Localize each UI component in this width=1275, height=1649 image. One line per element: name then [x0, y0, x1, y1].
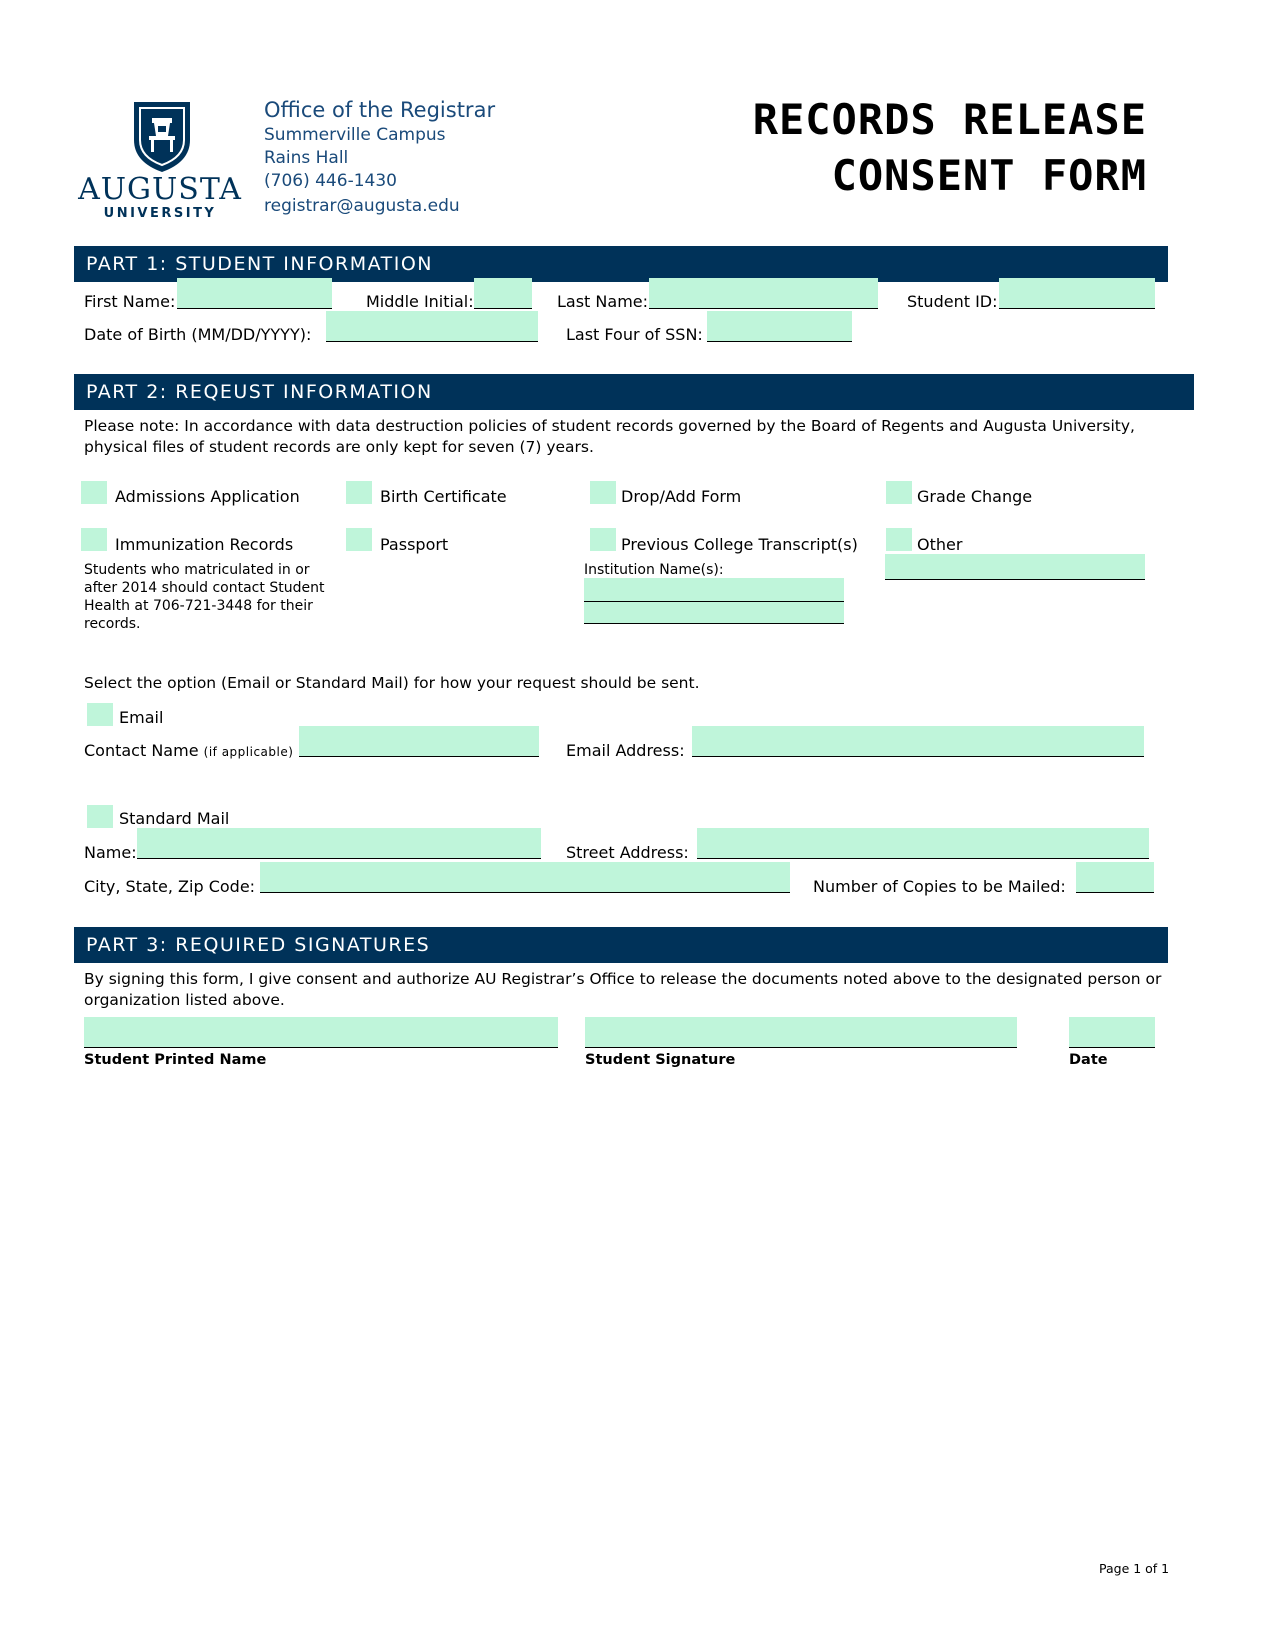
transcript-checkbox[interactable] [590, 528, 616, 551]
city-state-zip-field[interactable] [260, 862, 790, 893]
ssn-field[interactable] [707, 311, 852, 342]
dob-label [84, 325, 311, 344]
mail-name-field[interactable] [137, 828, 541, 859]
admissions-checkbox[interactable] [81, 481, 107, 504]
first-name-field[interactable] [177, 278, 332, 309]
middle-initial-label: Middle Initial: [366, 292, 474, 311]
drop-add-label: Drop/Add Form [621, 487, 742, 506]
dob-field[interactable] [326, 311, 538, 342]
university-logo [74, 100, 246, 225]
ssn-label: Last Four of SSN: [566, 325, 703, 344]
standard-mail-checkbox[interactable] [87, 805, 113, 828]
last-name-label: Last Name: [557, 292, 649, 311]
contact-name-label-text: Contact Name [84, 741, 199, 760]
dob-format: (MM/DD/YYYY): [191, 325, 312, 344]
shield-icon [132, 100, 192, 174]
grade-change-checkbox[interactable] [886, 481, 912, 504]
page-number: Page 1 of 1 [1099, 1561, 1170, 1576]
office-title: Office of the Registrar [264, 98, 496, 122]
part2-heading: PART 2: REQEUST INFORMATION [74, 374, 1194, 410]
date-label: Date [1069, 1052, 1108, 1068]
institution-label: Institution Name(s): [584, 562, 724, 578]
page-title [753, 92, 1147, 204]
city-state-zip-label: City, State, Zip Code: [84, 877, 256, 896]
transcript-label: Previous College Transcript(s) [621, 535, 858, 554]
copies-label: Number of Copies to be Mailed: [813, 877, 1066, 896]
other-field[interactable] [885, 554, 1145, 580]
immunization-note: Students who matriculated in or after 2014 should contact Student Health at 706-721-3448 for their records. [84, 562, 325, 632]
street-address-label: Street Address: [566, 843, 689, 862]
drop-add-checkbox[interactable] [590, 481, 616, 504]
email-address-field[interactable] [692, 726, 1144, 757]
admissions-label: Admissions Application [115, 487, 300, 506]
dob-label-text: Date of Birth [84, 325, 187, 344]
university-subtitle: UNIVERSITY [103, 206, 217, 221]
email-checkbox[interactable] [87, 703, 113, 726]
delivery-prompt: Select the option (Email or Standard Mail) for how your request should be sent. [84, 674, 700, 692]
street-address-field[interactable] [697, 828, 1149, 859]
part1-heading: PART 1: STUDENT INFORMATION [74, 246, 1168, 282]
signature-field[interactable] [585, 1017, 1017, 1048]
title-line-1: RECORDS RELEASE [752, 95, 1147, 144]
standard-mail-label: Standard Mail [119, 809, 230, 828]
contact-name-hint: (if applicable) [203, 745, 294, 759]
printed-name-field[interactable] [84, 1017, 558, 1048]
other-label: Other [917, 535, 963, 554]
passport-checkbox[interactable] [346, 528, 372, 551]
first-name-label: First Name: [84, 292, 176, 311]
mail-name-label: Name: [84, 843, 137, 862]
contact-name-field[interactable] [299, 726, 539, 757]
institution-field-2[interactable] [584, 602, 844, 624]
copies-field[interactable] [1076, 862, 1154, 893]
printed-name-label: Student Printed Name [84, 1052, 267, 1068]
office-contact [264, 96, 495, 219]
part3-heading: PART 3: REQUIRED SIGNATURES [74, 927, 1168, 963]
office-email[interactable]: registrar@augusta.edu [264, 196, 460, 216]
signature-label: Student Signature [585, 1052, 736, 1068]
last-name-field[interactable] [649, 278, 878, 309]
title-line-2: CONSENT FORM [831, 151, 1147, 200]
student-id-field[interactable] [999, 278, 1155, 309]
date-field[interactable] [1069, 1017, 1155, 1048]
consent-text: By signing this form, I give consent and authorize AU Registrar’s Office to release the documents noted above to the designated person or organization listed above. [84, 970, 1162, 1009]
university-wordmark: AUGUSTA [78, 172, 242, 207]
email-address-label: Email Address: [566, 741, 685, 760]
other-checkbox[interactable] [886, 528, 912, 551]
office-phone: (706) 446-1430 [264, 171, 397, 191]
institution-field-1[interactable] [584, 578, 844, 602]
contact-name-label [84, 741, 293, 760]
office-building: Rains Hall [264, 148, 349, 168]
retention-note: Please note: In accordance with data destruction policies of student records governed by the Board of Regents and Augusta University, physical files of student records are only kept for seven (7) years. [84, 417, 1135, 456]
office-campus: Summerville Campus [264, 125, 446, 145]
student-id-label: Student ID: [907, 292, 998, 311]
email-option-label: Email [119, 708, 164, 727]
passport-label: Passport [380, 535, 449, 554]
immunization-checkbox[interactable] [81, 528, 107, 551]
birth-certificate-checkbox[interactable] [346, 481, 372, 504]
birth-certificate-label: Birth Certificate [380, 487, 507, 506]
immunization-label: Immunization Records [115, 535, 294, 554]
middle-initial-field[interactable] [474, 278, 532, 309]
grade-change-label: Grade Change [917, 487, 1033, 506]
